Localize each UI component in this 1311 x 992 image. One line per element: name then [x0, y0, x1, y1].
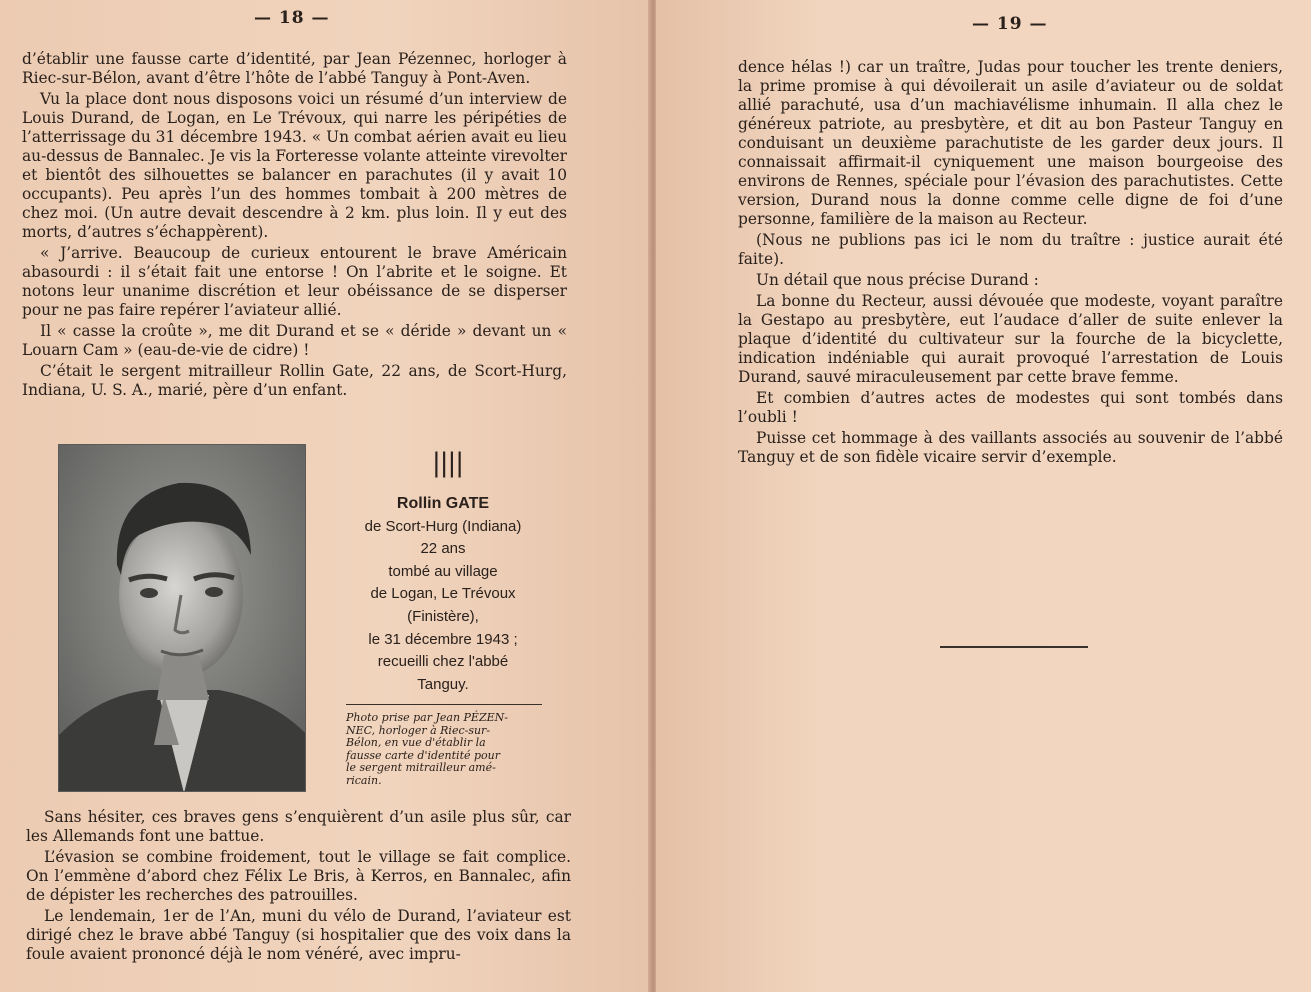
- paragraph: Vu la place dont nous disposons voici un résumé d’un interview de Louis Durand, de Logan, en Le Trévoux, qui narre les péripéties de l’atterrissage du 31 décembre 1943. « Un combat aérien avait eu lieu au-dessus de Bannalec. Je vis la Forteresse volante atteinte virevolter et bientôt des silhouettes se balancer en parachutes (il y avait 10 occupants). Peu après l’un des hommes tombait à 200 mètres de chez moi. (Un autre devait descendre à 2 km. plus loin. Il y eut des morts, d’autres s’échappèrent).: [22, 90, 567, 241]
- left-top-text: [22, 50, 567, 402]
- caption-line: de Scort-Hurg (Indiana): [364, 517, 522, 535]
- portrait-photo: [58, 444, 306, 792]
- credit-line: le sergent mitrailleur amé-: [346, 761, 496, 774]
- caption-line: le 31 décembre 1943 ;: [368, 630, 518, 648]
- credit-line: NEC, horloger à Riec-sur-: [346, 723, 491, 737]
- paragraph: (Nous ne publions pas ici le nom du traître : justice aurait été faite).: [738, 231, 1283, 268]
- photo-caption: [334, 493, 552, 696]
- paragraph: d’établir une fausse carte d’identité, par Jean Pézennec, horloger à Riec-sur-Bélon, avant d’être l’hôte de l’abbé Tanguy à Pont-Aven.: [22, 50, 567, 87]
- caption-name: Rollin GATE: [396, 495, 490, 512]
- paragraph: dence hélas !) car un traître, Judas pour toucher les trente deniers, la prime promise à qui dévoilerait un asile d’aviateur ou de soldat allié parachuté, usa d’un machiavélisme inhumain. Il alla chez le généreux patriote, au presbytère, et dit au bon Pasteur Tanguy en conduisant un deuxième parachutiste de les garder deux jours. Il connaissait affirmait-il cyniquement une maison bourgeoise des environs de Rennes, spéciale pour l’évasion des parachutistes. Cette version, Durand nous la donne comme celle digne de foi d’une personne, familière de la maison au Recteur.: [738, 58, 1283, 228]
- page-number-right: — 19 —: [972, 14, 1048, 34]
- left-bottom-text: [26, 808, 571, 966]
- page-number-left: — 18 —: [254, 8, 330, 28]
- caption-divider: [346, 704, 542, 705]
- paragraph: Puisse cet hommage à des vaillants associés au souvenir de l’abbé Tanguy et de son fidèle vicaire servir d’exemple.: [738, 429, 1283, 466]
- photo-credit: [346, 712, 546, 787]
- caption-line: (Finistère),: [407, 607, 479, 625]
- credit-line: Photo prise par Jean PÉZEN-: [346, 711, 508, 724]
- credit-line: Bélon, en vue d'établir la: [346, 736, 486, 749]
- credit-line: fausse carte d'identité pour: [346, 748, 501, 762]
- caption-line: tombé au village: [388, 562, 498, 580]
- paragraph: Le lendemain, 1er de l’An, muni du vélo de Durand, l’aviateur est dirigé chez le brave abbé Tanguy (si hospitalier que des voix dans la foule avaient prononcé déjà le nom vénéré, avec impru-: [26, 907, 571, 963]
- separator-mark: ||||: [432, 448, 464, 478]
- left-page: [0, 0, 652, 992]
- caption-line: 22 ans: [420, 540, 466, 558]
- paragraph: Sans hésiter, ces braves gens s’enquièrent d’un asile plus sûr, car les Allemands font une battue.: [26, 808, 571, 845]
- paragraph: L’évasion se combine froidement, tout le village se fait complice. On l’emmène d’abord chez Félix Le Bris, à Kerros, en Bannalec, afin de dépister les recherches des patrouilles.: [26, 848, 571, 904]
- right-text: [738, 58, 1283, 469]
- paragraph: Un détail que nous précise Durand :: [756, 271, 1039, 289]
- caption-line: de Logan, Le Trévoux: [370, 585, 516, 603]
- paragraph: La bonne du Recteur, aussi dévouée que modeste, voyant paraître la Gestapo au presbytère, eut l’audace d’aller de suite enlever la plaque d’identité du cultivateur sur la fourche de la bicyclette, indication indéniable qui aurait provoqué l’arrestation de Louis Durand, sauvé miraculeusement par cette brave femme.: [738, 292, 1283, 386]
- end-rule: [940, 646, 1088, 648]
- paragraph: Et combien d’autres actes de modestes qui sont tombés dans l’oubli !: [738, 389, 1283, 426]
- credit-line: ricain.: [346, 773, 382, 787]
- portrait-illustration: [59, 445, 306, 792]
- paragraph: « J’arrive. Beaucoup de curieux entourent le brave Américain abasourdi : il s’était fait une entorse ! On l’abrite et le soigne. Et notons leur unanime discrétion et leur obéissance de se disperser pour ne pas faire repérer l’aviateur allié.: [22, 244, 567, 319]
- caption-line: Tanguy.: [417, 675, 469, 693]
- paragraph: C’était le sergent mitrailleur Rollin Gate, 22 ans, de Scort-Hurg, Indiana, U. S. A., marié, père d’un enfant.: [22, 362, 567, 399]
- right-page: [656, 0, 1311, 992]
- caption-line: recueilli chez l'abbé: [377, 653, 509, 671]
- paragraph: Il « casse la croûte », me dit Durand et se « déride » devant un « Louarn Cam » (eau-de-vie de cidre) !: [22, 322, 567, 359]
